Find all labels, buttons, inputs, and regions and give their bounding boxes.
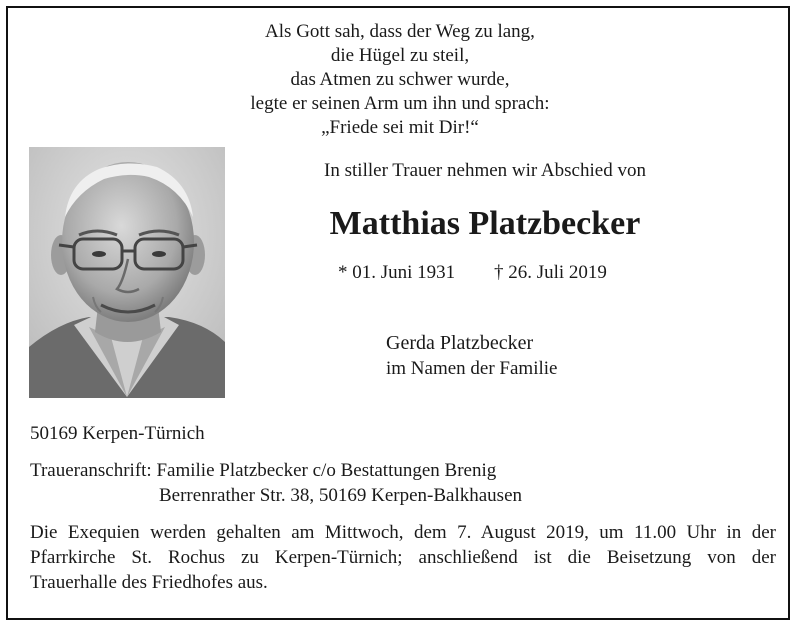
life-dates: [338, 262, 607, 284]
service-line: Trauerhalle des Friedhofes aus.: [30, 572, 268, 593]
poem-line: legte er seinen Arm um ihn und sprach:: [250, 93, 550, 114]
mourner-signature: [386, 330, 557, 382]
poem-line: „Friede sei mit Dir!“: [321, 117, 479, 138]
deceased-name: Matthias Platzbecker: [329, 205, 641, 242]
farewell-intro: In stiller Trauer nehmen wir Abschied von: [324, 160, 646, 181]
funeral-service-info: [30, 520, 776, 595]
poem-line: das Atmen zu schwer wurde,: [290, 69, 510, 90]
mourner-family-line: im Namen der Familie: [386, 358, 558, 379]
mourning-address: [30, 458, 522, 508]
memorial-poem: [0, 20, 800, 140]
poem-line: Als Gott sah, dass der Weg zu lang,: [265, 21, 535, 42]
place-of-residence: 50169 Kerpen-Türnich: [30, 423, 205, 444]
death-date: † 26. Juli 2019: [493, 262, 607, 283]
address-line: Berrenrather Str. 38, 50169 Kerpen-Balkhausen: [159, 485, 523, 506]
service-line: Pfarrkirche St. Rochus zu Kerpen-Türnich; anschließend ist die Beisetzung von der: [30, 547, 776, 568]
poem-line: die Hügel zu steil,: [330, 45, 470, 66]
deceased-portrait-photo: [29, 147, 225, 398]
portrait-illustration: [29, 147, 225, 398]
mourner-name: Gerda Platzbecker: [386, 332, 534, 354]
address-line: Traueranschrift: Familie Platzbecker c/o Bestattungen Brenig: [30, 460, 497, 481]
service-line: Die Exequien werden gehalten am Mittwoch, dem 7. August 2019, um 11.00 Uhr in der: [30, 522, 776, 543]
birth-date: * 01. Juni 1931: [338, 262, 456, 283]
